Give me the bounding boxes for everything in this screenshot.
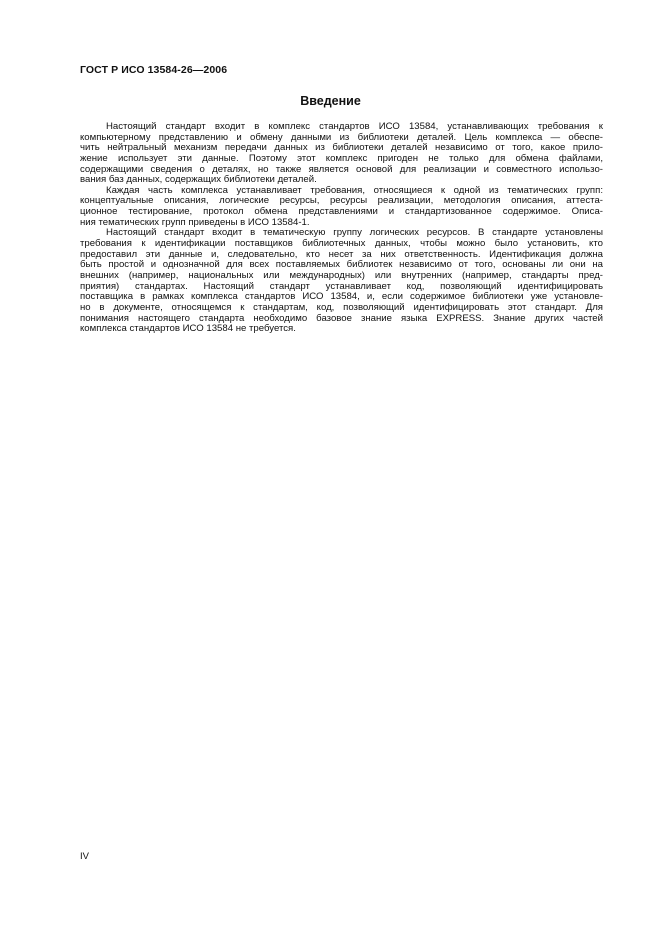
text-line: ния тематических групп приведены в ИСО 13584-1. [80, 216, 310, 228]
document-header: ГОСТ Р ИСО 13584-26—2006 [80, 64, 228, 76]
body-text [80, 122, 603, 335]
section-title: Введение [300, 94, 361, 108]
text-line: быть простой и однозначной для всех поставляемых библиотек независимо от того, основаны ли они на [80, 259, 603, 271]
text-line: жение использует эти данные. Поэтому этот комплекс пригоден не только для обмена файлами, [80, 152, 603, 164]
text-line: поставщика в рамках комплекса стандартов ИСО 13584, и, если содержимое библиотеки уже установле- [80, 291, 603, 303]
paragraph-2 [80, 186, 603, 229]
text-line: но в документе, относящемся к стандартам, код, позволяющий идентифицировать этот стандарт. Для [80, 301, 603, 313]
text-line: компьютерному представлению и обмену данными из библиотеки деталей. Цель комплекса — обеспе- [80, 131, 603, 143]
text-line: чить нейтральный механизм передачи данных из библиотеки деталей независимо от того, какое прило- [80, 142, 603, 154]
text-line: вания баз данных, содержащих библиотеки деталей. [80, 174, 317, 186]
paragraph-3 [80, 228, 603, 334]
text-line: комплекса стандартов ИСО 13584 не требуется. [80, 323, 296, 335]
text-line: понимания настоящего стандарта необходимо базовое знание языка EXPRESS. Знание других частей [80, 312, 603, 324]
text-line: Каждая часть комплекса устанавливает требования, относящиеся к одной из тематических групп: [106, 184, 603, 196]
text-line: Настоящий стандарт входит в комплекс стандартов ИСО 13584, устанавливающих требования к [106, 121, 603, 132]
text-line: Настоящий стандарт входит в тематическую группу логических ресурсов. В стандарте установлены [106, 227, 603, 239]
paragraph-1 [80, 122, 603, 186]
text-line: требования к идентификации поставщиков библиотечных данных, чтобы можно было установить, кто [80, 238, 603, 250]
text-line: концептуальные описания, логические ресурсы, ресурсы реализации, методология описания, аттеста- [80, 195, 603, 207]
text-line: предоставил эти данные и, следовательно, кто несет за них ответственность. Идентификация должна [80, 248, 603, 260]
text-line: внешних (например, национальных или международных) или внутренних (например, стандарты пред- [80, 269, 603, 281]
text-line: ционное тестирование, протокол обмена представлениями и стандартизованное содержимое. Описа- [80, 206, 603, 218]
text-line: приятия) стандартах. Настоящий стандарт устанавливает код, позволяющий идентифицировать [80, 280, 603, 292]
text-line: содержащими сведения о деталях, но также является основой для реализации и совместного использо- [80, 163, 603, 175]
page-number: IV [80, 851, 89, 862]
